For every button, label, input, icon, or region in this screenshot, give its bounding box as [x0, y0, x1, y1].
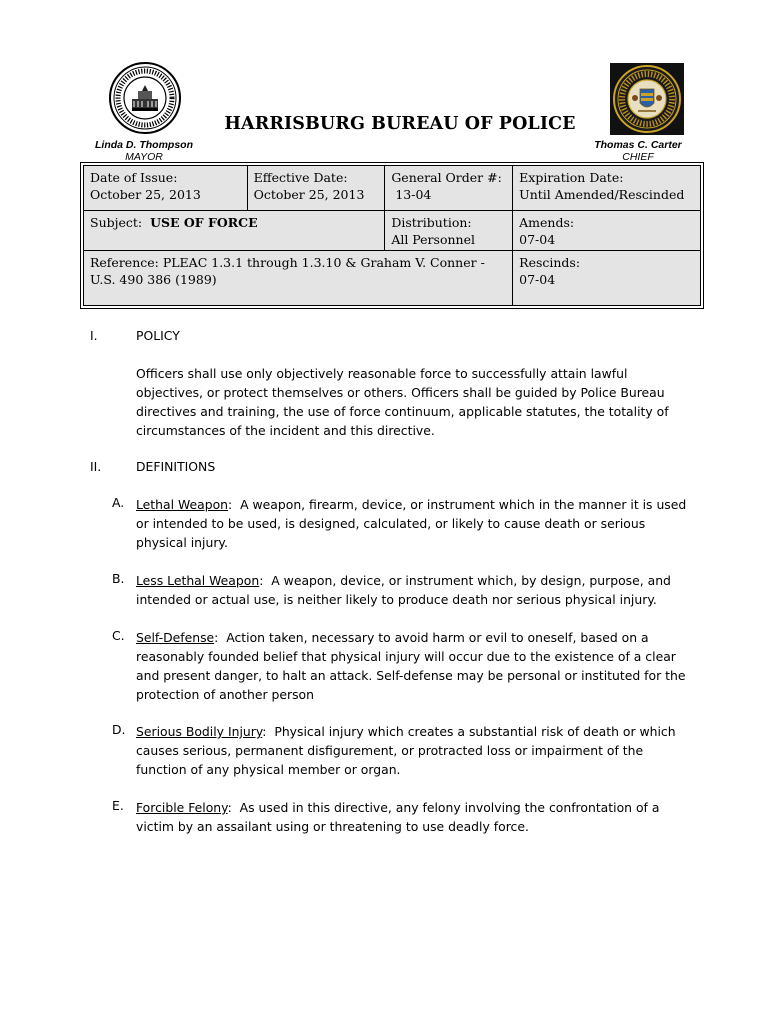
- city-seal-icon: [108, 61, 182, 135]
- rescinds-value: 07-04: [519, 272, 556, 287]
- reference-line-1: Reference: PLEAC 1.3.1 through 1.3.10 & Graham V. Conner -: [90, 255, 485, 270]
- date-of-issue-label: Date of Issue:: [90, 170, 178, 185]
- distribution-value: All Personnel: [391, 232, 475, 247]
- effective-date-cell: [247, 166, 385, 211]
- definition-term: Less Lethal Weapon: [136, 573, 260, 588]
- mayor-name: Linda D. Thompson: [95, 139, 193, 151]
- definition-letter: E.: [112, 798, 124, 813]
- chief-block: [586, 139, 690, 163]
- definition-letter: D.: [112, 722, 126, 737]
- effective-date-label: Effective Date:: [253, 170, 348, 185]
- rescinds-label: Rescinds:: [519, 255, 581, 270]
- rescinds-cell: [513, 251, 701, 306]
- accreditation-badge-icon: [610, 63, 684, 135]
- chief-name: Thomas C. Carter: [594, 139, 682, 151]
- general-order-cell: [385, 166, 513, 211]
- definition-term: Self-Defense: [136, 630, 215, 645]
- definition-text: A weapon, firearm, device, or instrument which in the manner it is used or intended to be used, is designed, calculated, or likely to cause death or serious physical injury.: [136, 497, 687, 550]
- distribution-cell: [385, 211, 513, 251]
- subject-label: Subject:: [90, 215, 143, 230]
- date-of-issue-value: October 25, 2013: [90, 187, 201, 202]
- definition-letter: B.: [112, 571, 125, 586]
- definition-text: Physical injury which creates a substantial risk of death or which causes serious, permanent disfigurement, or protracted loss or impairment of the function of any physical member or organ.: [136, 724, 676, 777]
- definition-term: Lethal Weapon: [136, 497, 229, 512]
- definition-item: Lethal Weapon: A weapon, firearm, device, or instrument which in the manner it is used or intended to be used, is designed, calculated, or likely to cause death or serious physical injury.: [136, 497, 687, 550]
- definitions-section-number: II.: [90, 459, 102, 474]
- definition-letter: C.: [112, 628, 125, 643]
- reference-cell: [84, 251, 513, 306]
- definition-text: A weapon, device, or instrument which, by design, purpose, and intended or actual use, is neither likely to produce death nor serious physical injury.: [136, 573, 671, 607]
- date-of-issue-cell: [84, 166, 248, 211]
- policy-paragraph: Officers shall use only objectively reasonable force to successfully attain lawful objectives, or protect themselves or others. Officers shall be guided by Police Bureau directives and training, the use of force continuum, applicable statutes, the totality of circumstances of the incident and this directive.: [136, 366, 669, 438]
- order-info-table: [83, 165, 701, 306]
- agency-title: HARRISBURG BUREAU OF POLICE: [224, 114, 576, 134]
- subject-value: USE OF FORCE: [150, 215, 258, 230]
- definition-item: Forcible Felony: As used in this directive, any felony involving the confrontation of a victim by an assailant using or threatening to use deadly force.: [136, 800, 660, 834]
- general-order-label: General Order #:: [391, 170, 502, 185]
- amends-value: 07-04: [519, 232, 556, 247]
- policy-section-title: POLICY: [136, 328, 180, 343]
- subject-cell: [84, 211, 385, 251]
- definition-term: Serious Bodily Injury: [136, 724, 263, 739]
- distribution-label: Distribution:: [391, 215, 472, 230]
- expiration-cell: [513, 166, 701, 211]
- definition-text: Action taken, necessary to avoid harm or evil to oneself, based on a reasonably founded belief that physical injury will occur due to the existence of a clear and present danger, to halt an attack. Self-defense may be personal or instituted for the protection of another person: [136, 630, 686, 702]
- definition-item: Serious Bodily Injury: Physical injury which creates a substantial risk of death or which causes serious, permanent disfigurement, or protracted loss or impairment of the function of any physical member or organ.: [136, 724, 676, 777]
- general-order-value: 13-04: [395, 187, 432, 202]
- expiration-label: Expiration Date:: [519, 170, 624, 185]
- mayor-title: MAYOR: [125, 151, 163, 163]
- amends-label: Amends:: [519, 215, 575, 230]
- amends-cell: [513, 211, 701, 251]
- policy-section-number: I.: [90, 328, 98, 343]
- reference-line-2: U.S. 490 386 (1989): [90, 272, 217, 287]
- definition-term: Forcible Felony: [136, 800, 228, 815]
- definition-letter: A.: [112, 495, 125, 510]
- expiration-value: Until Amended/Rescinded: [519, 187, 685, 202]
- definition-text: As used in this directive, any felony involving the confrontation of a victim by an assailant using or threatening to use deadly force.: [136, 800, 660, 834]
- chief-title: CHIEF: [622, 151, 654, 163]
- definitions-section-title: DEFINITIONS: [136, 459, 216, 474]
- definition-item: Self-Defense: Action taken, necessary to avoid harm or evil to oneself, based on a reasonably founded belief that physical injury will occur due to the existence of a clear and present danger, to halt an attack. Self-defense may be personal or instituted for the protection of another person: [136, 630, 686, 702]
- mayor-block: [84, 139, 204, 163]
- definition-item: Less Lethal Weapon: A weapon, device, or instrument which, by design, purpose, and intended or actual use, is neither likely to produce death nor serious physical injury.: [136, 573, 671, 607]
- effective-date-value: October 25, 2013: [253, 187, 365, 202]
